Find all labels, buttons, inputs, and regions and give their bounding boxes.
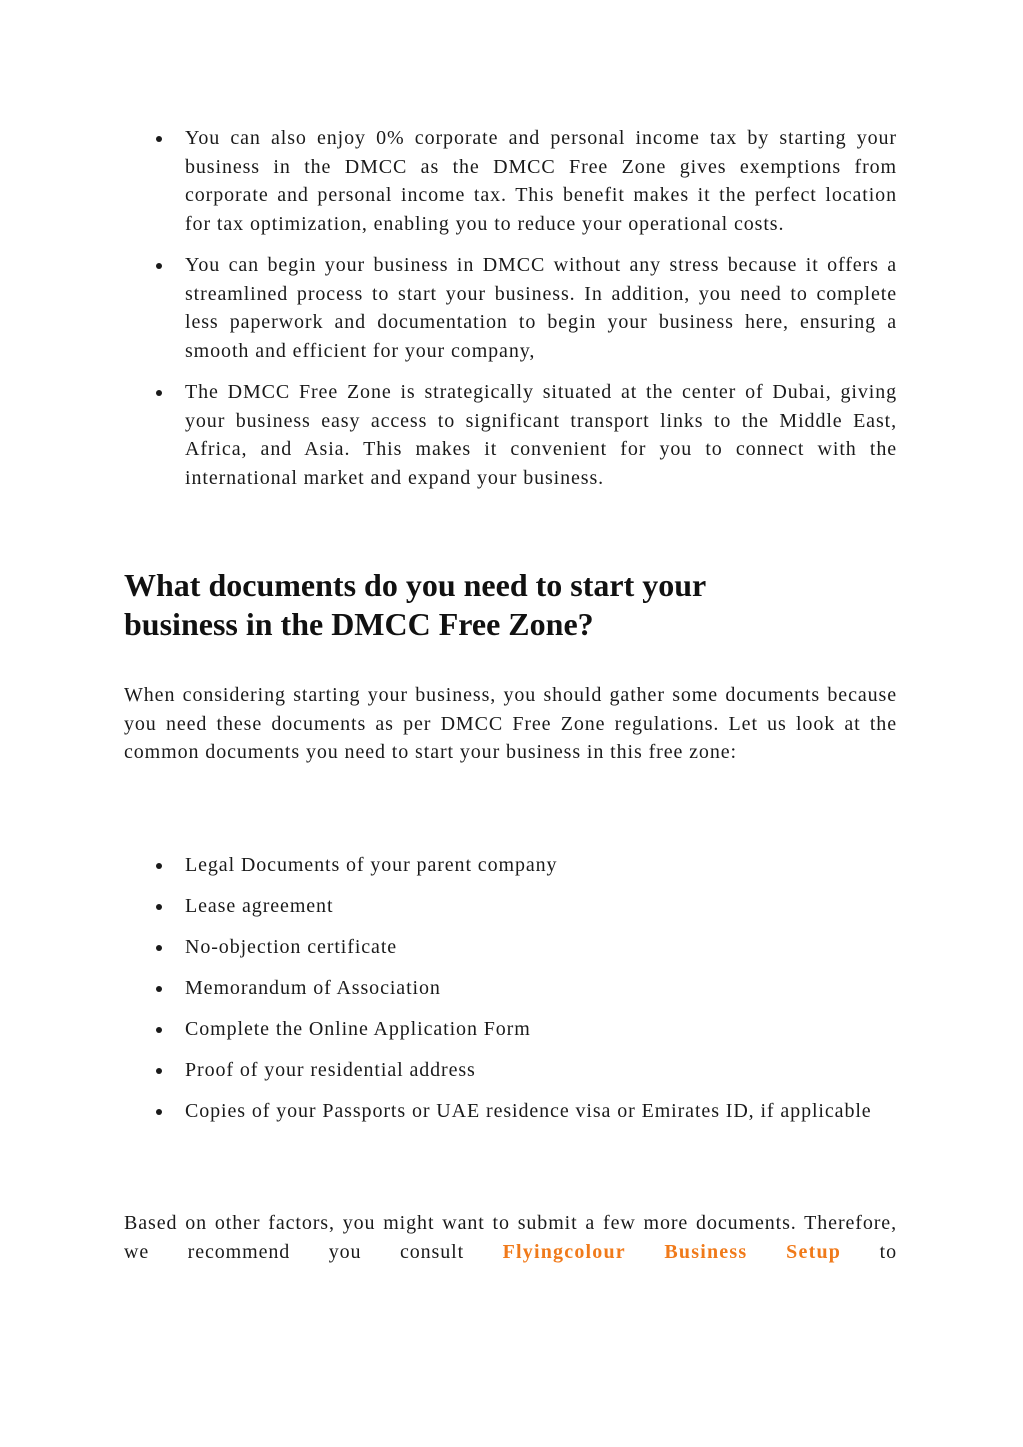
document-text: Copies of your Passports or UAE residence visa or Emirates ID, if applicable [185, 1099, 872, 1122]
bullet-icon [156, 863, 162, 869]
closing-paragraph [124, 1209, 897, 1266]
benefit-text: The DMCC Free Zone is strategically situated at the center of Dubai, giving your business easy access to significant transport links to the Middle East, Africa, and Asia. This makes it convenient for you to connect with the international market and expand your business. [185, 381, 897, 489]
document-text: Memorandum of Association [185, 976, 441, 999]
benefit-text: You can also enjoy 0% corporate and personal income tax by starting your business in the DMCC as the DMCC Free Zone gives exemptions from corporate and personal income tax. This benefit makes it the perfect location for tax optimization, enabling you to reduce your operational costs. [185, 127, 897, 235]
section-heading: What documents do you need to start your business in the DMCC Free Zone? [124, 567, 706, 642]
closing-text: Based on other factors, you might want to submit a few more documents. Therefore, we recommend you consult [124, 1212, 897, 1263]
document-text: Lease agreement [185, 894, 334, 917]
bullet-icon [156, 263, 162, 269]
document-text: Proof of your residential address [185, 1058, 476, 1081]
benefit-text: You can begin your business in DMCC without any stress because it offers a streamlined process to start your business. In addition, you need to complete less paperwork and documentation to begin your business here, ensuring a smooth and efficient for your company, [185, 254, 897, 362]
closing-text-end: to [841, 1240, 897, 1263]
document-text: No-objection certificate [185, 935, 398, 958]
list-item [124, 851, 897, 880]
list-item [124, 974, 897, 1003]
list-item [124, 1015, 897, 1044]
intro-paragraph: When considering starting your business, you should gather some documents because you need these documents as per DMCC Free Zone regulations. Let us look at the common documents you need to start your business in this free zone: [124, 684, 897, 763]
list-item [124, 378, 897, 492]
list-item [124, 1056, 897, 1085]
bullet-icon [156, 945, 162, 951]
list-item [124, 124, 897, 238]
list-item [124, 933, 897, 962]
bullet-icon [156, 1027, 162, 1033]
document-text: Legal Documents of your parent company [185, 853, 558, 876]
documents-list [124, 851, 897, 1126]
bullet-icon [156, 986, 162, 992]
flyingcolour-link[interactable]: Flyingcolour Business Setup [502, 1240, 842, 1263]
bullet-icon [156, 136, 162, 142]
list-item [124, 892, 897, 921]
bullet-icon [156, 1068, 162, 1074]
list-item [124, 1097, 897, 1126]
bullet-icon [156, 390, 162, 396]
document-page [124, 124, 897, 1266]
benefits-list [124, 124, 897, 492]
bullet-icon [156, 1109, 162, 1115]
bullet-icon [156, 904, 162, 910]
list-item [124, 251, 897, 365]
document-text: Complete the Online Application Form [185, 1017, 531, 1040]
